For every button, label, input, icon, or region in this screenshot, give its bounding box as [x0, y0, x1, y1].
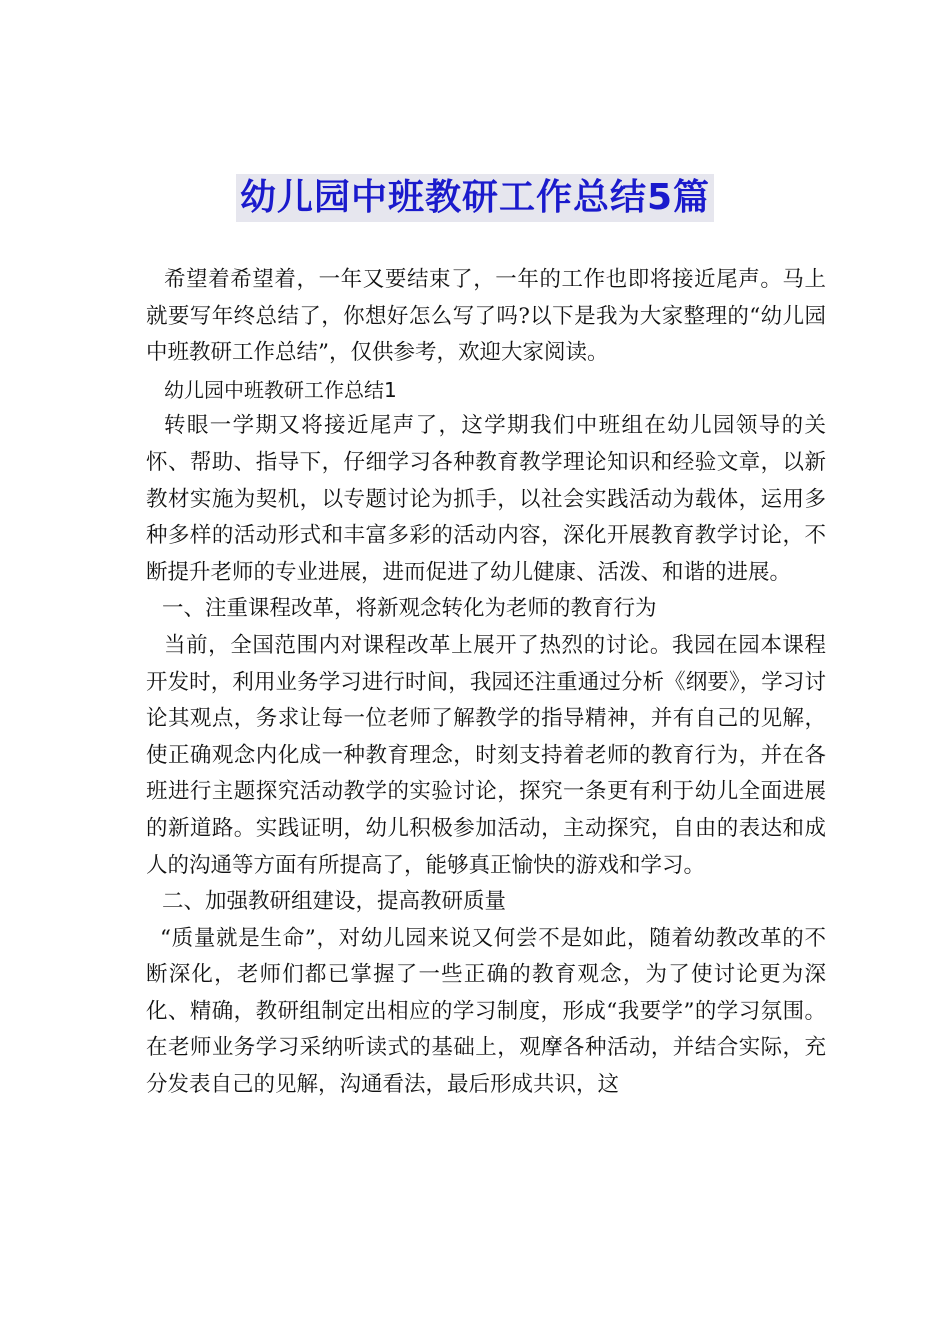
title-container: [0, 174, 950, 222]
section-heading-1: 一、注重课程改革，将新观念转化为老师的教育行为: [162, 596, 657, 622]
body-paragraph-2: 当前，全国范围内对课程改革上展开了热烈的讨论。我园在园本课程开发时，利用业务学习进行时间，我园还注重通过分析《纲要》，学习讨论其观点，务求让每一位老师了解教学的指导精神，并有自己的见解，使正确观念内化成一种教育理念，时刻支持着老师的教育行为，并在各班进行主题探究活动教学的实验讨论，探究一条更有利于幼儿全面进展的新道路。实践证明，幼儿积极参加活动，主动探究，自由的表达和成人的沟通等方面有所提高了，能够真正愉快的游戏和学习。: [146, 632, 826, 878]
document-body: [146, 262, 826, 1104]
document-title: 幼儿园中班教研工作总结5篇: [236, 174, 714, 222]
section-heading-2: 二、加强教研组建设，提高教研质量: [162, 889, 507, 915]
body-paragraph-3: “质量就是生命”，对幼儿园来说又何尝不是如此，随着幼教改革的不断深化，老师们都已掌握了一些正确的教育观念，为了使讨论更为深化、精确，教研组制定出相应的学习制度，形成“我要学”的学习氛围。在老师业务学习采纳听读式的基础上，观摩各种活动，并结合实际，充分发表自己的见解，沟通看法，最后形成共识，这: [146, 925, 826, 1098]
intro-paragraph: 希望着希望着，一年又要结束了，一年的工作也即将接近尾声。马上就要写年终总结了，你想好怎么写了吗?以下是我为大家整理的“幼儿园中班教研工作总结”，仅供参考，欢迎大家阅读。: [146, 267, 826, 366]
section-title: 幼儿园中班教研工作总结1: [164, 377, 397, 402]
body-paragraph-1: 转眼一学期又将接近尾声了，这学期我们中班组在幼儿园领导的关怀、帮助、指导下，仔细学习各种教育教学理论知识和经验文章，以新教材实施为契机，以专题讨论为抓手，以社会实践活动为载体，运用多种多样的活动形式和丰富多彩的活动内容，深化开展教育教学讨论，不断提升老师的专业进展，进而促进了幼儿健康、活泼、和谐的进展。: [146, 413, 826, 585]
